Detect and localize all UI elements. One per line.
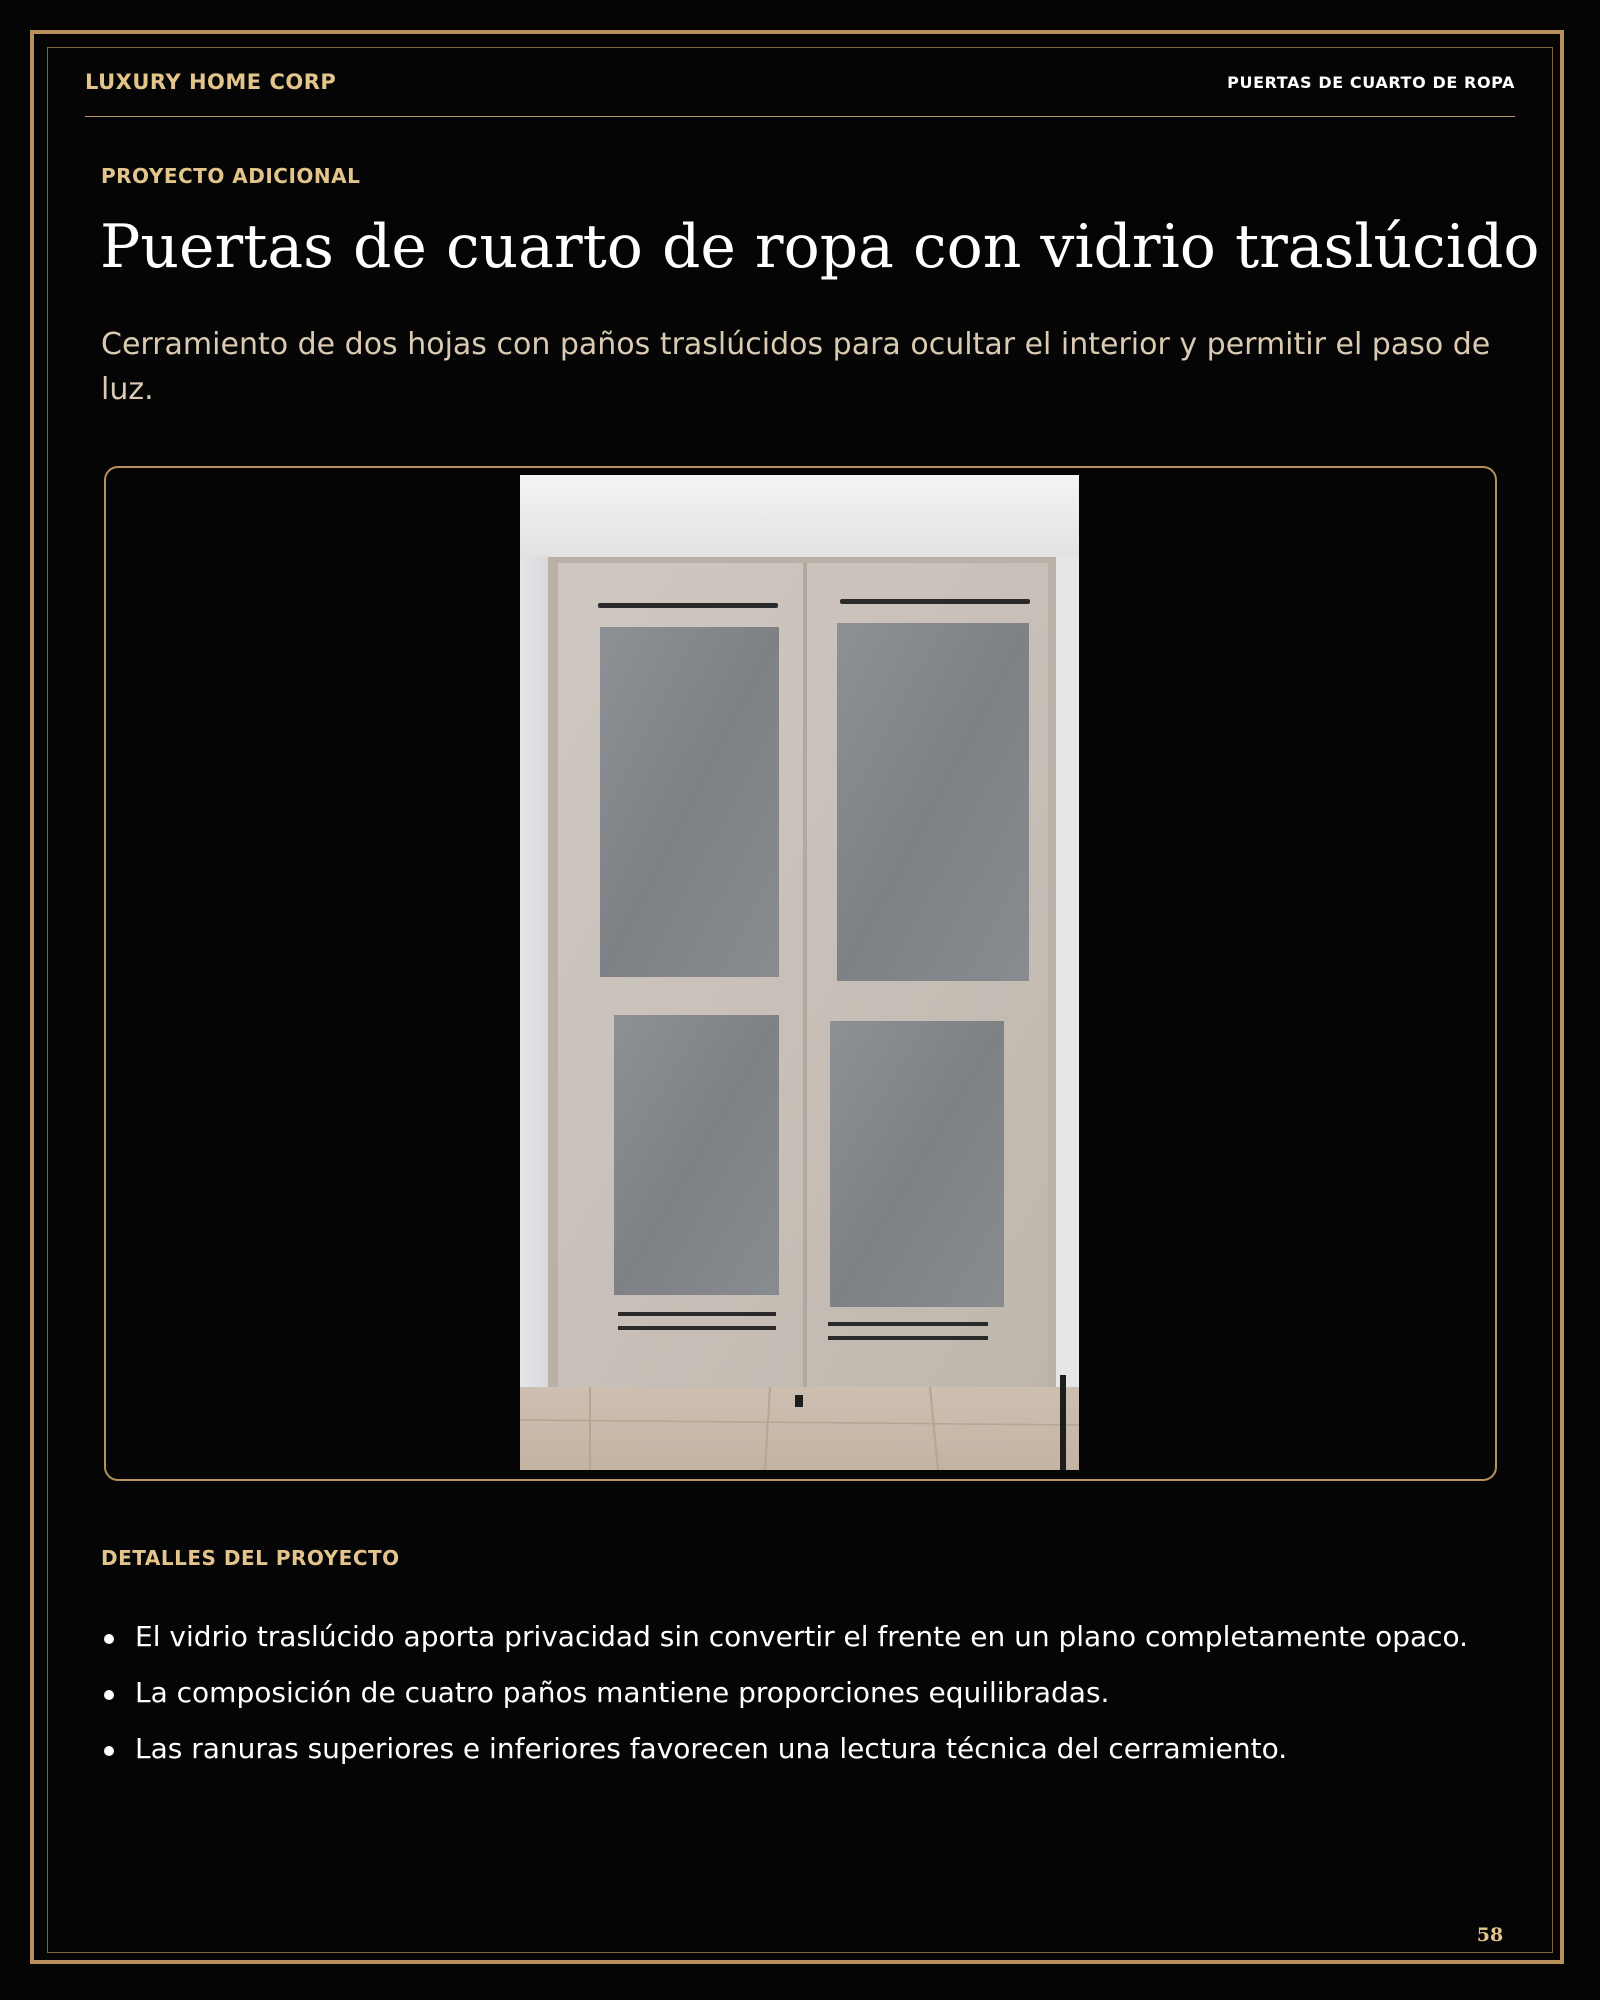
list-item [101,1673,1501,1713]
header-divider [85,116,1515,117]
bullet-icon [104,1746,114,1756]
list-item-text: El vidrio traslúcido aporta privacidad sin convertir el frente en un plano completamente opaco. [135,1620,1469,1653]
list-item-text: La composición de cuatro paños mantiene proporciones equilibradas. [135,1676,1110,1709]
kicker-label: PROYECTO ADICIONAL [101,164,361,188]
list-item-text: Las ranuras superiores e inferiores favorecen una lectura técnica del cerramiento. [135,1732,1288,1765]
section-title: PUERTAS DE CUARTO DE ROPA [1227,73,1515,92]
closet-doors-photo [520,475,1079,1470]
details-list [101,1617,1501,1785]
brand-name: LUXURY HOME CORP [85,70,337,94]
list-item [101,1729,1501,1769]
page-subtitle: Cerramiento de dos hojas con paños traslúcidos para ocultar el interior y permitir el paso de luz. [101,327,1491,407]
page-number: 58 [1440,1920,1540,1950]
bullet-icon [104,1634,114,1644]
list-item [101,1617,1501,1657]
page-title: Puertas de cuarto de ropa con vidrio traslúcido [100,212,1540,282]
details-heading: DETALLES DEL PROYECTO [101,1546,400,1570]
bullet-icon [104,1690,114,1700]
